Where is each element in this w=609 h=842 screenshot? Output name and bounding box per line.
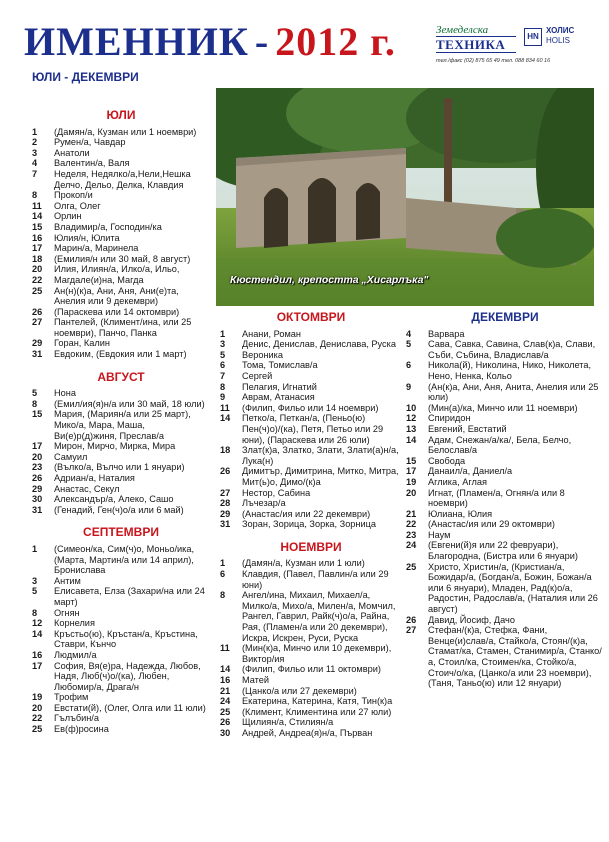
name-day-entry: [32, 608, 210, 619]
day-names: Тома, Томислав/а: [242, 360, 318, 371]
name-day-entry: [406, 382, 604, 403]
day-names: Олга, Олег: [54, 200, 101, 211]
day-names: Мирон, Мирчо, Мирка, Мира: [54, 441, 176, 452]
column-right: [406, 312, 604, 689]
day-number: 25: [32, 285, 43, 296]
name-day-entry: [220, 643, 402, 664]
day-names: Евстати(й), (Олег, Олга или 11 юли): [54, 702, 206, 713]
day-number: 5: [32, 388, 38, 399]
day-names: (Емил/ия(я)н/а или 30 май, 18 юли): [54, 398, 205, 409]
name-day-entry: [32, 462, 210, 473]
page-title: [24, 18, 396, 65]
name-day-entry: [220, 519, 402, 530]
day-names: Вероника: [242, 349, 283, 360]
day-names: Марин/а, Маринела: [54, 243, 139, 254]
name-day-entry: [32, 586, 210, 607]
name-day-entry: [406, 530, 604, 541]
day-number: 25: [406, 561, 417, 572]
day-number: 5: [32, 586, 38, 597]
day-number: 11: [220, 643, 230, 654]
day-names: Юлия/н, Юлита: [54, 232, 120, 243]
name-day-entry: [220, 339, 402, 350]
logo-brand-cyrillic: ХОЛИС: [546, 26, 575, 35]
day-number: 17: [406, 466, 417, 477]
day-names: Юлиана, Юлия: [428, 508, 493, 519]
day-number: 26: [220, 717, 231, 728]
name-day-entry: [32, 286, 210, 307]
day-names: (Симеон/ка, Сим(ч)о, Моньо/ика, (Марта, Мартин/а или 14 април), Бронислава: [54, 543, 195, 576]
day-names: Кръстьо(ю), Кръстан/а, Кръстина, Ставри, Кънчо: [54, 628, 198, 650]
name-day-entry: [32, 158, 210, 169]
day-number: 14: [406, 434, 417, 445]
day-number: 20: [32, 451, 43, 462]
name-day-entry: [220, 509, 402, 520]
day-number: 14: [220, 413, 231, 424]
day-number: 16: [32, 649, 43, 660]
day-number: 7: [220, 370, 226, 381]
day-number: 31: [220, 519, 231, 530]
name-day-entry: [32, 692, 210, 703]
title-year: 2012 г.: [275, 19, 396, 64]
day-names: Денис, Денислав, Денислава, Руска: [242, 339, 396, 350]
name-day-entry: [32, 544, 210, 576]
logo-wordmark: ТЕХНИКА: [436, 36, 516, 53]
day-number: 19: [32, 692, 43, 703]
fortress-photo: [216, 88, 594, 306]
day-number: 6: [220, 360, 226, 371]
day-number: 21: [406, 508, 417, 519]
day-number: 25: [32, 724, 43, 735]
day-names: Ангел/ина, Михаил, Михаел/а, Милко/а, Михо/а, Милен/а, Момчил, Рангел, Гаврил, Райк(ч)о/а, Райна, Рая, (Пламен/а или 20 декември), Искра, Искрен, Руси, Руска: [242, 590, 396, 643]
name-day-entry: [32, 713, 210, 724]
name-day-entry: [220, 498, 402, 509]
day-number: 17: [32, 243, 43, 254]
day-names: Аврам, Атанасия: [242, 392, 315, 403]
day-names: (Климент, Климентина или 27 юли): [242, 706, 392, 717]
day-number: 10: [406, 402, 417, 413]
day-names: Лъчезар/а: [242, 498, 286, 509]
day-names: Антим: [54, 575, 81, 586]
name-day-entry: [220, 445, 402, 466]
day-names: Димитър, Димитрина, Митко, Митра, Мит(ь)о, Димо/(к)а: [242, 466, 399, 487]
logo-tagline: Земеделска: [436, 24, 489, 36]
day-names: Пантелей, (Климент/ина, или 25 ноември), Панчо, Панка: [54, 317, 192, 338]
day-number: 26: [32, 473, 43, 483]
day-names: Орлин: [54, 211, 82, 222]
day-names: Варвара: [428, 328, 465, 339]
name-day-entry: [220, 488, 402, 499]
day-names: (Филип, Фильо или 14 ноември): [242, 402, 379, 413]
day-names: Горан, Калин: [54, 338, 110, 349]
day-number: 1: [32, 543, 38, 554]
name-day-entry: [32, 211, 210, 222]
day-names: Адриан/а, Наталия: [54, 473, 135, 483]
day-number: 18: [32, 253, 43, 264]
name-day-entry: [32, 169, 210, 190]
day-number: 16: [220, 675, 231, 685]
name-day-entry: [32, 441, 210, 452]
day-number: 24: [220, 696, 231, 707]
day-number: 23: [32, 462, 43, 473]
day-number: 24: [406, 540, 417, 551]
name-day-entry: [220, 717, 402, 728]
day-number: 1: [220, 558, 226, 569]
day-number: 11: [220, 402, 230, 413]
name-day-entry: [406, 488, 604, 509]
day-names: Екатерина, Катерина, Катя, Тин(к)а: [242, 696, 393, 707]
day-names: (Анастас/ия или 22 декември): [242, 508, 371, 519]
day-number: 12: [32, 618, 43, 629]
month-heading-october: ОКТОМВРИ: [276, 310, 346, 324]
name-day-entry: [220, 558, 402, 569]
name-day-entry: [32, 388, 210, 399]
day-names: София, Вя(е)ра, Надежда, Любов, Надя, Люб(ч)о/(ка), Любен, Любомир/а, Драга/н: [54, 660, 201, 692]
day-names: Сергей: [242, 370, 273, 381]
day-names: Наум: [428, 529, 451, 540]
title-dash: -: [254, 19, 270, 64]
day-names: Христо, Христин/а, (Кристиан/а, Божидар/а, (Богдан/а, Божин, Божан/а или 6 януари), Младен, Рад(к)о/а, Радостин, Радослав/а, (Наталия или 26 август): [428, 561, 598, 615]
day-number: 26: [32, 306, 43, 317]
name-day-entry: [406, 435, 604, 456]
name-day-entry: [406, 413, 604, 424]
day-number: 17: [32, 660, 43, 671]
name-day-entry: [406, 477, 604, 488]
name-day-entry: [220, 590, 402, 643]
day-number: 30: [32, 494, 43, 505]
day-number: 15: [32, 409, 43, 420]
day-number: 8: [220, 381, 226, 392]
name-day-entry: [32, 317, 210, 338]
column-middle: [220, 312, 402, 739]
day-names: Никола(й), Николина, Нико, Николета, Нено, Ненка, Кольо: [428, 360, 592, 381]
day-names: Трофим: [54, 692, 89, 703]
logo-contacts: тел./факс (02) 875 65 49 тел. 088 834 60 16: [436, 58, 551, 64]
day-names: Свобода: [428, 455, 466, 466]
day-names: (Цанко/а или 27 декември): [242, 685, 357, 696]
day-names: Щилиян/а, Стилиян/а: [242, 717, 334, 728]
day-names: Анатоли: [54, 147, 90, 158]
day-number: 8: [32, 607, 38, 618]
day-names: Давид, Йосиф, Дачо: [428, 614, 515, 625]
day-number: 5: [406, 339, 412, 350]
name-day-entry: [406, 403, 604, 414]
day-names: (Вълко/а, Вълчо или 1 януари): [54, 462, 185, 473]
day-number: 5: [220, 349, 226, 360]
name-day-entry: [32, 254, 210, 265]
day-names: Евдоким, (Евдокия или 1 март): [54, 349, 187, 360]
name-day-entry: [32, 137, 210, 148]
name-day-entry: [220, 707, 402, 718]
month-heading-december: ДЕКЕМВРИ: [471, 310, 539, 324]
photo-caption: Кюстендил, крепостта „Хисарлъка": [230, 274, 429, 286]
day-names: (Ан(к)а, Ани, Аня, Анита, Анелия или 25 юли): [428, 381, 599, 403]
month-list-august: [32, 388, 210, 515]
day-names: Зоран, Зорица, Зорка, Зорница: [242, 519, 376, 530]
day-number: 4: [32, 158, 38, 169]
name-day-entry: [32, 409, 210, 441]
day-names: Пелагия, Игнатий: [242, 381, 317, 392]
name-day-entry: [220, 466, 402, 487]
month-list-november: [220, 558, 402, 738]
day-names: Мария, (Мариян/а или 25 март), Мико/а, Мара, Маша, Ви(е)р(д)жиня, Преслав/а: [54, 409, 191, 441]
name-day-entry: [220, 569, 402, 590]
day-number: 22: [406, 519, 417, 530]
day-names: (Анастас/ия или 29 октомври): [428, 519, 555, 530]
month-heading-november: НОЕМВРИ: [280, 539, 342, 554]
name-day-entry: [32, 275, 210, 286]
day-number: 15: [32, 221, 43, 232]
day-number: 9: [220, 392, 226, 403]
name-day-entry: [406, 615, 604, 626]
name-day-entry: [32, 338, 210, 349]
day-names: Клавдия, (Павел, Павлин/а или 29 юни): [242, 569, 389, 590]
day-names: Неделя, Недялко/а,Нели,Нешка Делчо, Дельо, Делка, Клавдия: [54, 168, 191, 190]
day-names: Гълъбин/а: [54, 713, 99, 724]
day-number: 3: [220, 339, 226, 350]
name-day-entry: [32, 494, 210, 505]
day-number: 26: [220, 466, 231, 477]
day-number: 7: [32, 168, 38, 179]
day-number: 13: [406, 423, 417, 434]
name-day-entry: [32, 473, 210, 484]
day-names: Адам, Снежан/а/ка/, Бела, Белчо, Белослав/а: [428, 434, 572, 456]
name-day-entry: [220, 403, 402, 414]
name-day-entry: [32, 243, 210, 254]
page-subtitle: ЮЛИ - ДЕКЕМВРИ: [32, 70, 139, 84]
name-day-entry: [32, 222, 210, 233]
name-day-entry: [32, 399, 210, 410]
name-day-entry: [32, 307, 210, 318]
day-number: 16: [32, 232, 43, 243]
day-number: 27: [406, 625, 417, 636]
day-number: 28: [220, 498, 231, 509]
name-day-entry: [32, 201, 210, 212]
day-names: Стефан/(к)а, Стефка, Фани, Венце(и)слав/а, Стайко/а, Стоян/(к)а, Стамат/ка, Стамен, Станимир/а, Станко/а, Стоил/ка, Стоимен/ка, Стойко/а, Стоич/о/ка, (Цанко/а или 23 ноември), (Таня, Таньо(ю) или 12 януари): [428, 625, 602, 689]
day-number: 31: [32, 349, 43, 360]
month-list-september: [32, 544, 210, 735]
day-number: 25: [220, 706, 231, 717]
day-names: Румен/а, Чавдар: [54, 137, 126, 148]
name-day-entry: [406, 509, 604, 520]
day-names: Сава, Савка, Савина, Слав(к)а, Слави, Съби, Събина, Владислав/а: [428, 339, 596, 360]
day-names: Матей: [242, 675, 270, 685]
title-main: ИМЕННИК: [24, 19, 249, 64]
name-day-entry: [32, 505, 210, 516]
name-day-entry: [220, 371, 402, 382]
name-day-entry: [32, 264, 210, 275]
day-number: 20: [32, 702, 43, 713]
day-number: 22: [32, 274, 43, 285]
day-number: 8: [32, 398, 38, 409]
name-day-entry: [32, 349, 210, 360]
column-left: [32, 110, 210, 735]
name-day-entry: [32, 127, 210, 138]
day-number: 14: [32, 211, 43, 222]
company-logo: [436, 24, 604, 70]
name-day-entry: [406, 519, 604, 530]
day-number: 17: [32, 441, 43, 452]
name-day-entry: [32, 484, 210, 495]
name-day-entry: [406, 466, 604, 477]
name-day-entry: [406, 360, 604, 381]
day-number: 22: [32, 713, 43, 724]
name-day-entry: [406, 540, 604, 561]
day-number: 18: [220, 445, 231, 456]
day-names: (Евгени(й)я или 22 февруари), Благородна, (Бистра или 6 януари): [428, 540, 578, 562]
name-day-entry: [220, 696, 402, 707]
day-names: (Параскева или 14 октомври): [54, 306, 180, 317]
day-number: 23: [406, 529, 417, 540]
day-names: Владимир/а, Господин/ка: [54, 221, 162, 232]
name-day-entry: [220, 686, 402, 697]
day-number: 29: [32, 338, 43, 349]
month-heading-september: СЕПТЕМВРИ: [83, 525, 159, 540]
day-number: 6: [406, 360, 412, 371]
day-names: Аглика, Аглая: [428, 476, 487, 487]
day-number: 26: [406, 614, 417, 625]
month-list-october: [220, 329, 402, 530]
day-names: Игнат, (Пламен/а, Огнян/а или 8 ноември): [428, 487, 565, 509]
name-day-entry: [220, 350, 402, 361]
name-day-entry: [406, 625, 604, 689]
day-names: Нестор, Сабина: [242, 487, 311, 498]
name-day-entry: [220, 382, 402, 393]
day-names: Александър/а, Алеко, Сашо: [54, 494, 174, 505]
day-names: Ан(н)(к)а, Ани, Аня, Ани(е)та, Анелия или 9 декември): [54, 285, 179, 307]
name-day-entry: [406, 562, 604, 615]
day-names: Корнелия: [54, 618, 95, 629]
day-names: Огнян: [54, 607, 80, 618]
month-list-december: [406, 329, 604, 689]
day-number: 19: [406, 476, 417, 487]
day-number: 8: [220, 590, 226, 601]
name-day-entry: [220, 413, 402, 445]
day-names: Петко/а, Петкан/а, (Пеньо(ю) Пен(ч)о)/(ка), Петя, Петьо или 29 юни), (Параскева или 26 юли): [242, 413, 384, 445]
day-names: Анани, Роман: [242, 328, 301, 339]
name-day-entry: [32, 618, 210, 629]
name-day-entry: [220, 675, 402, 686]
logo-brand-latin: HOLIS: [546, 36, 571, 45]
day-number: 3: [32, 575, 38, 586]
name-day-entry: [32, 629, 210, 650]
day-names: Спиридон: [428, 413, 471, 424]
day-names: Людмил/а: [54, 649, 97, 660]
day-number: 29: [220, 508, 231, 519]
day-number: 2: [32, 137, 38, 148]
name-day-entry: [32, 148, 210, 159]
day-number: 9: [406, 381, 412, 392]
name-day-entry: [406, 456, 604, 467]
day-number: 29: [32, 483, 43, 494]
day-names: Самуил: [54, 451, 88, 462]
name-day-entry: [220, 392, 402, 403]
name-day-entry: [32, 233, 210, 244]
day-names: (Дамян/а, Кузман или 1 юли): [242, 558, 365, 569]
day-names: (Мин(а)/ка, Минчо или 11 ноември): [428, 402, 578, 413]
day-number: 1: [220, 328, 226, 339]
day-number: 20: [406, 487, 417, 498]
day-names: (Филип, Фильо или 11 октомври): [242, 664, 381, 675]
day-names: Прокоп/и: [54, 190, 93, 201]
day-number: 27: [220, 487, 231, 498]
day-names: Евгений, Евстатий: [428, 423, 507, 434]
day-number: 15: [406, 455, 417, 466]
day-names: Данаил/а, Даниел/а: [428, 466, 513, 477]
day-number: 11: [32, 200, 42, 211]
day-number: 14: [32, 628, 43, 639]
name-day-entry: [220, 329, 402, 340]
name-day-entry: [220, 360, 402, 371]
day-names: (Генадий, Ген(ч)о/а или 6 май): [54, 504, 184, 515]
day-names: (Мин(к)а, Минчо или 10 декември), Виктор/ия: [242, 643, 392, 664]
name-day-entry: [220, 664, 402, 675]
name-day-entry: [406, 339, 604, 360]
day-names: Андрей, Андреа(я)н/а, Първан: [242, 727, 373, 738]
day-number: 1: [32, 126, 38, 137]
day-number: 8: [32, 190, 38, 201]
logo-mark-icon: HN: [524, 28, 542, 46]
day-names: (Емилия/н или 30 май, 8 август): [54, 253, 191, 264]
day-number: 31: [32, 504, 43, 515]
month-list-july: [32, 127, 210, 360]
day-number: 12: [406, 413, 417, 424]
day-number: 14: [220, 664, 231, 675]
day-names: Нона: [54, 388, 76, 399]
month-heading-july: ЮЛИ: [106, 108, 136, 122]
month-heading-august: АВГУСТ: [97, 369, 145, 384]
name-day-entry: [32, 190, 210, 201]
day-names: Ев(ф)росина: [54, 724, 109, 735]
day-number: 21: [220, 685, 231, 696]
name-day-entry: [32, 724, 210, 735]
day-number: 6: [220, 569, 226, 580]
day-names: (Дамян/а, Кузман или 1 ноември): [54, 126, 197, 137]
name-day-entry: [220, 728, 402, 739]
day-names: Магдале(и)на, Магда: [54, 274, 144, 285]
name-day-entry: [32, 576, 210, 587]
day-names: Анастас, Секул: [54, 483, 120, 494]
day-names: Валентин/а, Валя: [54, 158, 130, 169]
day-number: 27: [32, 317, 43, 328]
day-names: Злат(к)а, Златко, Злати, Злати(а)н/а, Лука(н): [242, 445, 399, 466]
name-day-entry: [32, 452, 210, 463]
name-day-entry: [406, 424, 604, 435]
name-day-entry: [32, 650, 210, 661]
day-names: Елисавета, Елза (Захари/на или 24 март): [54, 586, 205, 607]
day-number: 3: [32, 147, 38, 158]
day-number: 4: [406, 328, 412, 339]
name-day-entry: [406, 329, 604, 340]
name-day-entry: [32, 661, 210, 693]
day-names: Илия, Илиян/а, Илко/а, Ильо,: [54, 264, 180, 275]
day-number: 30: [220, 727, 231, 738]
day-number: 20: [32, 264, 43, 275]
name-day-entry: [32, 703, 210, 714]
